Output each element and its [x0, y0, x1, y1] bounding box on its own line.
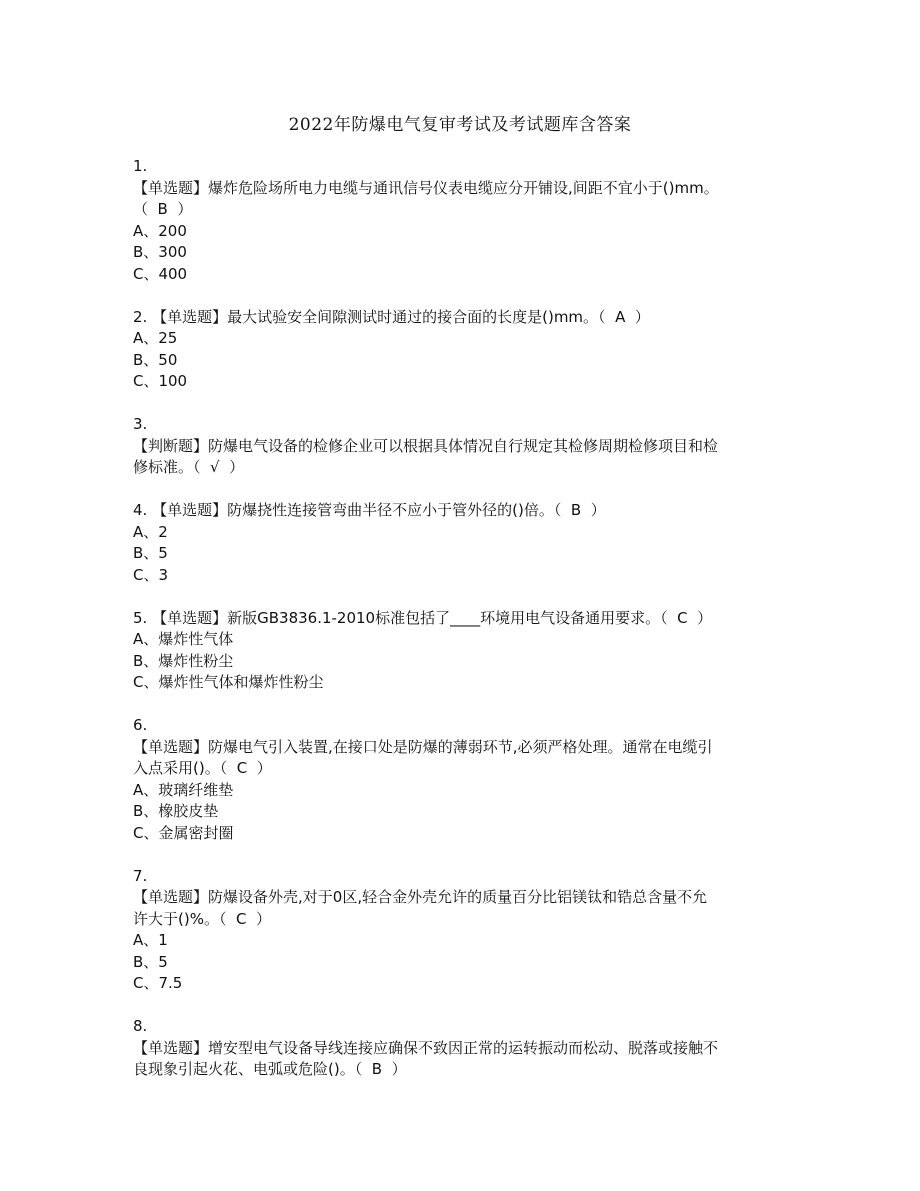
document-title: 2022年防爆电气复审考试及考试题库含答案: [288, 115, 632, 135]
answer-marker: （ A ）: [598, 307, 650, 326]
answer-option: C、金属密封圈: [133, 823, 234, 842]
question-stem-line: 增安型电气设备导线连接应确保不致因正常的运转振动而松动、脱落或接触不: [208, 1038, 719, 1057]
question-stem-line: 修标准。: [133, 458, 194, 476]
answer-option: A、2: [133, 522, 168, 541]
question-stem-line: 最大试验安全间隙测试时通过的接合面的长度是()mm。: [227, 307, 599, 326]
question-stem-line: 爆炸危险场所电力电缆与通讯信号仪表电缆应分开铺设,间距不宜小于()mm。: [208, 178, 719, 197]
answer-option: B、300: [133, 243, 187, 261]
answer-marker: （ C ）: [660, 608, 713, 627]
answer-marker: （ B ）: [133, 200, 193, 218]
question-number: 8.: [133, 1017, 148, 1035]
question-number: 2.: [133, 307, 148, 326]
question-number: 5.: [133, 608, 148, 627]
question-5: [133, 608, 793, 694]
question-stem-line: 防爆电气引入装置,在接口处是防爆的薄弱环节,必须严格处理。通常在电缆引: [208, 737, 713, 756]
question-3: [133, 414, 793, 479]
answer-option: C、爆炸性气体和爆炸性粉尘: [133, 673, 324, 691]
answer-marker: （ B ）: [354, 1060, 407, 1078]
question-8: [133, 1016, 793, 1081]
question-number: 6.: [133, 716, 148, 734]
question-stem-line: 防爆挠性连接管弯曲半径不应小于管外径的()倍。: [227, 501, 554, 519]
question-number: 7.: [133, 866, 148, 885]
question-number: 1.: [133, 157, 148, 175]
answer-option: B、5: [133, 952, 168, 971]
question-type: 【判断题】: [133, 436, 209, 455]
answer-marker: （ √ ）: [193, 458, 245, 476]
question-stem-line: 许大于()%。: [133, 909, 219, 928]
question-7: [133, 866, 793, 995]
question-stem-line: 防爆设备外壳,对于0区,轻合金外壳允许的质量百分比铝镁钛和锆总含量不允: [208, 888, 708, 906]
answer-option: C、7.5: [133, 974, 183, 992]
answer-marker: （ C ）: [218, 909, 272, 928]
question-type: 【单选题】: [133, 888, 209, 906]
answer-option: C、3: [133, 565, 169, 584]
answer-option: B、5: [133, 544, 168, 562]
answer-option: A、爆炸性气体: [133, 630, 234, 648]
answer-option: C、400: [133, 264, 188, 283]
question-stem-line: 防爆电气设备的检修企业可以根据具体情况自行规定其检修周期检修项目和检: [208, 436, 719, 455]
answer-option: A、玻璃纤维垫: [133, 780, 234, 799]
question-2: [133, 307, 793, 393]
question-type: 【单选题】: [152, 608, 228, 627]
question-4: [133, 500, 793, 586]
answer-option: C、100: [133, 372, 188, 390]
answer-marker: （ B ）: [553, 501, 606, 519]
question-type: 【单选题】: [133, 178, 209, 197]
answer-option: A、200: [133, 221, 187, 240]
answer-option: A、25: [133, 329, 178, 347]
question-stem-line: 入点采用()。: [133, 759, 220, 777]
question-number: 3.: [133, 415, 148, 433]
answer-option: B、爆炸性粉尘: [133, 651, 234, 670]
answer-marker: （ C ）: [219, 759, 272, 777]
question-type: 【单选题】: [152, 307, 228, 326]
question-number: 4.: [133, 501, 148, 519]
question-list: [133, 156, 793, 1102]
answer-option: B、橡胶皮垫: [133, 802, 219, 820]
question-type: 【单选题】: [152, 501, 228, 519]
question-stem-line: 良现象引起火花、电弧或危险()。: [133, 1060, 355, 1078]
question-stem-line: 新版GB3836.1-2010标准包括了____环境用电气设备通用要求。: [227, 608, 661, 627]
question-type: 【单选题】: [133, 737, 209, 756]
question-type: 【单选题】: [133, 1038, 209, 1057]
question-1: [133, 156, 793, 285]
answer-option: B、50: [133, 350, 178, 369]
question-6: [133, 715, 793, 844]
answer-option: A、1: [133, 931, 168, 949]
